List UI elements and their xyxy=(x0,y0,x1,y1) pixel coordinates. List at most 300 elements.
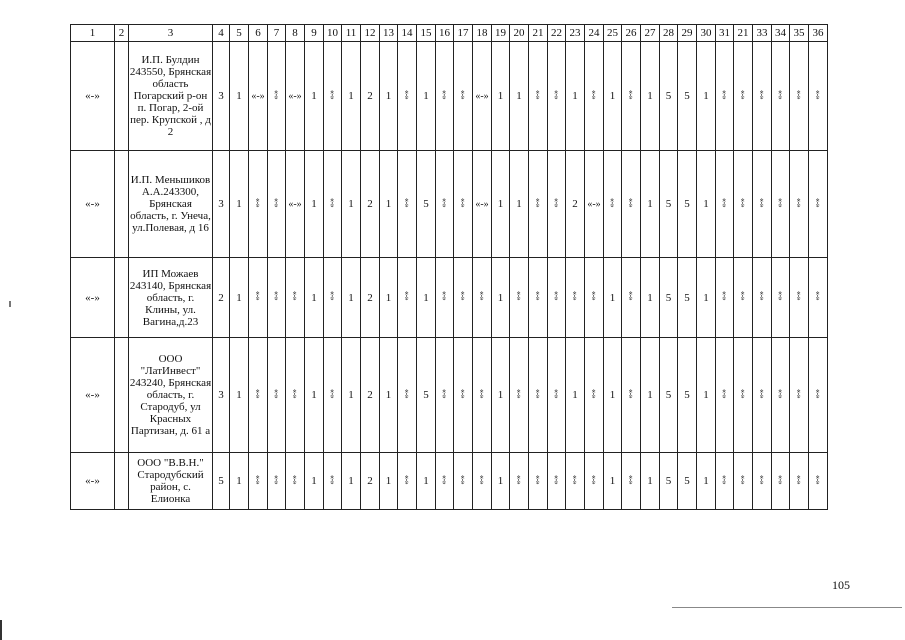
data-cell xyxy=(380,258,398,338)
data-cell xyxy=(772,338,790,453)
cell-value: «-» xyxy=(757,89,767,100)
data-cell xyxy=(342,453,361,510)
data-cell xyxy=(529,42,548,151)
column-number-header: 26 xyxy=(622,25,641,42)
data-cell xyxy=(436,338,454,453)
column-number-header: 9 xyxy=(305,25,324,42)
cell-value: 1 xyxy=(385,291,392,304)
cell-value: 2 xyxy=(367,389,373,401)
cell-value: 1 xyxy=(497,90,504,102)
data-cell xyxy=(641,42,660,151)
data-cell xyxy=(548,453,566,510)
cell-value: 1 xyxy=(348,291,354,304)
data-cell xyxy=(641,338,660,453)
data-cell xyxy=(660,151,678,258)
cell-value: «-» xyxy=(794,291,804,301)
data-cell xyxy=(697,453,716,510)
row-empty-cell xyxy=(115,42,129,151)
data-cell xyxy=(678,151,697,258)
data-cell xyxy=(566,338,585,453)
data-cell xyxy=(213,151,230,258)
cell-value: 1 xyxy=(348,389,354,401)
data-cell xyxy=(510,453,529,510)
organization-address: И.П. Меньшиков А.А.243300, Брянская область, г. Унеча, ул.Полевая, д 16 xyxy=(129,151,213,258)
cell-value: 1 xyxy=(311,90,317,102)
column-number-header: 20 xyxy=(510,25,529,42)
column-number-header: 12 xyxy=(361,25,380,42)
row-marker: «-» xyxy=(71,151,115,258)
cell-value: 3 xyxy=(218,198,224,210)
cell-value: 1 xyxy=(348,475,354,487)
data-cell xyxy=(790,338,809,453)
organization-address: И.П. Булдин 243550, Брянская область Погарский р-он п. Погар, 2-ой пер. Крупской , д 2 xyxy=(129,42,213,151)
cell-value: «-» xyxy=(738,89,748,100)
cell-value: «-» xyxy=(776,388,785,399)
cell-value: 1 xyxy=(572,90,578,102)
data-cell xyxy=(510,42,529,151)
cell-value: «-» xyxy=(272,89,281,100)
data-cell xyxy=(268,453,286,510)
data-cell xyxy=(492,258,510,338)
cell-value: 3 xyxy=(218,389,224,401)
cell-value: 1 xyxy=(385,90,392,102)
cell-value: «-» xyxy=(738,474,748,485)
column-number-header: 17 xyxy=(454,25,473,42)
data-cell xyxy=(286,42,305,151)
data-cell xyxy=(398,258,417,338)
cell-value: «-» xyxy=(608,197,617,208)
data-cell xyxy=(324,453,342,510)
cell-value: «-» xyxy=(720,291,729,301)
row-empty-cell xyxy=(115,258,129,338)
cell-value: «-» xyxy=(514,474,524,485)
cell-value: «-» xyxy=(776,197,785,208)
cell-value: 5 xyxy=(684,291,690,304)
data-cell xyxy=(566,42,585,151)
cell-value: «-» xyxy=(570,291,580,301)
cell-value: «-» xyxy=(533,388,543,399)
data-cell xyxy=(772,453,790,510)
data-cell xyxy=(230,258,249,338)
cell-value: «-» xyxy=(328,197,337,208)
data-cell xyxy=(790,258,809,338)
cell-value: 2 xyxy=(367,475,373,487)
data-cell xyxy=(660,338,678,453)
cell-value: 1 xyxy=(703,90,709,102)
data-cell xyxy=(305,338,324,453)
data-cell xyxy=(790,453,809,510)
data-cell xyxy=(417,453,436,510)
cell-value: 2 xyxy=(367,291,373,304)
cell-value: «-» xyxy=(253,291,263,301)
row-empty-cell xyxy=(115,151,129,258)
scan-edge-mark xyxy=(0,620,2,640)
data-cell xyxy=(697,258,716,338)
cell-value: «-» xyxy=(272,474,281,485)
column-number-header: 11 xyxy=(342,25,361,42)
cell-value: «-» xyxy=(288,199,302,210)
cell-value: 1 xyxy=(236,389,242,401)
column-number-header: 30 xyxy=(697,25,716,42)
cell-value: «-» xyxy=(402,197,412,208)
cell-value: 5 xyxy=(684,475,690,487)
column-number-header: 8 xyxy=(286,25,305,42)
data-cell xyxy=(268,338,286,453)
cell-value: «-» xyxy=(402,388,412,399)
data-cell xyxy=(454,338,473,453)
data-cell xyxy=(734,258,753,338)
cell-value: «-» xyxy=(794,388,804,399)
cell-value: 1 xyxy=(647,291,653,304)
data-cell xyxy=(772,258,790,338)
cell-value: «-» xyxy=(552,388,561,399)
cell-value: 1 xyxy=(647,389,653,401)
data-cell xyxy=(809,151,828,258)
data-cell xyxy=(753,338,772,453)
cell-value: 5 xyxy=(665,90,672,102)
data-cell xyxy=(790,42,809,151)
data-cell xyxy=(398,42,417,151)
data-cell xyxy=(678,338,697,453)
cell-value: 5 xyxy=(684,389,690,401)
data-cell xyxy=(548,42,566,151)
cell-value: «-» xyxy=(720,89,729,100)
column-number-header: 13 xyxy=(380,25,398,42)
data-cell xyxy=(809,258,828,338)
cell-value: 3 xyxy=(218,90,224,102)
cell-value: 5 xyxy=(665,291,672,304)
cell-value: «-» xyxy=(514,388,524,399)
data-cell xyxy=(529,338,548,453)
cell-value: «-» xyxy=(440,474,449,485)
column-number-header: 22 xyxy=(548,25,566,42)
row-marker: «-» xyxy=(71,338,115,453)
data-cell xyxy=(342,338,361,453)
cell-value: «-» xyxy=(626,388,636,399)
page-number: 105 xyxy=(832,578,850,592)
data-cell xyxy=(529,151,548,258)
cell-value: «-» xyxy=(475,91,489,102)
data-cell xyxy=(604,338,622,453)
cell-value: 1 xyxy=(311,475,317,487)
column-number-header: 5 xyxy=(230,25,249,42)
cell-value: 1 xyxy=(516,90,522,102)
data-cell xyxy=(660,453,678,510)
cell-value: 2 xyxy=(367,90,373,102)
data-cell xyxy=(361,42,380,151)
cell-value: «-» xyxy=(251,91,265,102)
cell-value: «-» xyxy=(272,388,281,399)
data-cell xyxy=(473,151,492,258)
cell-value: «-» xyxy=(813,89,823,100)
data-cell xyxy=(604,42,622,151)
cell-value: 1 xyxy=(572,389,578,401)
row-empty-cell xyxy=(115,453,129,510)
data-cell xyxy=(716,151,734,258)
column-number-header: 1 xyxy=(71,25,115,42)
data-cell xyxy=(305,453,324,510)
data-cell xyxy=(510,338,529,453)
data-cell xyxy=(566,453,585,510)
cell-value: «-» xyxy=(328,474,337,485)
cell-value: 1 xyxy=(236,475,242,487)
cell-value: 1 xyxy=(385,475,392,487)
cell-value: «-» xyxy=(738,388,748,399)
data-cell xyxy=(213,258,230,338)
data-cell xyxy=(604,453,622,510)
data-cell xyxy=(753,151,772,258)
cell-value: «-» xyxy=(477,474,487,485)
cell-value: «-» xyxy=(720,474,729,485)
data-cell xyxy=(585,151,604,258)
cell-value: 1 xyxy=(236,291,242,304)
cell-value: «-» xyxy=(757,388,767,399)
data-cell xyxy=(492,42,510,151)
cell-value: «-» xyxy=(290,474,300,485)
cell-value: «-» xyxy=(328,388,337,399)
data-cell xyxy=(716,258,734,338)
data-cell xyxy=(716,453,734,510)
cell-value: 1 xyxy=(236,198,242,210)
cell-value: 1 xyxy=(609,389,616,401)
data-cell xyxy=(529,453,548,510)
cell-value: «-» xyxy=(402,89,412,100)
cell-value: 5 xyxy=(665,475,672,487)
data-cell xyxy=(342,42,361,151)
cell-value: «-» xyxy=(720,388,729,399)
cell-value: «-» xyxy=(813,197,823,208)
column-number-header: 25 xyxy=(604,25,622,42)
table-row xyxy=(71,258,828,338)
cell-value: 1 xyxy=(311,291,317,304)
cell-value: «-» xyxy=(458,388,468,399)
cell-value: «-» xyxy=(552,89,561,100)
data-cell xyxy=(268,151,286,258)
data-cell xyxy=(734,151,753,258)
header-row xyxy=(71,25,828,42)
column-number-header: 24 xyxy=(585,25,604,42)
data-cell xyxy=(398,338,417,453)
cell-value: 1 xyxy=(385,198,392,210)
cell-value: 2 xyxy=(367,198,373,210)
data-cell xyxy=(622,151,641,258)
organization-address: ИП Можаев 243140, Брянская область, г. Клины, ул. Вагина,д.23 xyxy=(129,258,213,338)
cell-value: «-» xyxy=(290,291,300,301)
data-cell xyxy=(249,151,268,258)
data-cell xyxy=(697,338,716,453)
data-cell xyxy=(230,338,249,453)
cell-value: «-» xyxy=(477,291,487,301)
cell-value: «-» xyxy=(626,291,636,301)
cell-value: «-» xyxy=(794,474,804,485)
cell-value: 1 xyxy=(703,475,709,487)
footer-rule xyxy=(672,607,902,608)
data-cell xyxy=(249,453,268,510)
column-number-header: 19 xyxy=(492,25,510,42)
data-cell xyxy=(286,338,305,453)
data-cell xyxy=(753,453,772,510)
cell-value: «-» xyxy=(776,89,785,100)
data-cell xyxy=(734,42,753,151)
data-cell xyxy=(492,338,510,453)
cell-value: 5 xyxy=(665,389,672,401)
data-cell xyxy=(604,151,622,258)
data-cell xyxy=(324,338,342,453)
registry-table xyxy=(70,24,828,510)
cell-value: 1 xyxy=(647,198,653,210)
data-cell xyxy=(361,338,380,453)
data-cell xyxy=(622,258,641,338)
data-cell xyxy=(454,453,473,510)
column-number-header: 16 xyxy=(436,25,454,42)
cell-value: 1 xyxy=(497,291,504,304)
data-cell xyxy=(790,151,809,258)
organization-address: ООО "ЛатИнвест" 243240, Брянская область, г. Стародуб, ул Красных Партизан, д. 61 а xyxy=(129,338,213,453)
data-cell xyxy=(417,42,436,151)
cell-value: 1 xyxy=(609,475,616,487)
cell-value: «-» xyxy=(458,89,468,100)
data-cell xyxy=(436,258,454,338)
cell-value: «-» xyxy=(440,388,449,399)
cell-value: 1 xyxy=(647,475,653,487)
column-number-header: 33 xyxy=(753,25,772,42)
data-cell xyxy=(286,151,305,258)
cell-value: «-» xyxy=(720,197,729,208)
cell-value: 1 xyxy=(497,475,504,487)
data-cell xyxy=(548,258,566,338)
column-number-header: 36 xyxy=(809,25,828,42)
cell-value: «-» xyxy=(552,197,561,208)
column-number-header: 3 xyxy=(129,25,213,42)
cell-value: 1 xyxy=(348,90,354,102)
cell-value: «-» xyxy=(328,89,337,100)
data-cell xyxy=(622,453,641,510)
data-cell xyxy=(398,453,417,510)
cell-value: «-» xyxy=(813,474,823,485)
cell-value: «-» xyxy=(794,197,804,208)
data-cell xyxy=(492,453,510,510)
data-cell xyxy=(548,338,566,453)
cell-value: 1 xyxy=(703,389,709,401)
data-cell xyxy=(249,42,268,151)
column-number-header: 34 xyxy=(772,25,790,42)
data-cell xyxy=(230,151,249,258)
table-row xyxy=(71,453,828,510)
data-cell xyxy=(454,151,473,258)
cell-value: «-» xyxy=(738,291,748,301)
row-marker: «-» xyxy=(71,453,115,510)
cell-value: «-» xyxy=(757,197,767,208)
column-number-header: 10 xyxy=(324,25,342,42)
data-cell xyxy=(678,453,697,510)
data-cell xyxy=(622,42,641,151)
row-marker: «-» xyxy=(71,42,115,151)
data-cell xyxy=(585,338,604,453)
cell-value: «-» xyxy=(402,474,412,485)
column-number-header: 4 xyxy=(213,25,230,42)
data-cell xyxy=(772,151,790,258)
data-cell xyxy=(678,258,697,338)
cell-value: 1 xyxy=(423,90,429,102)
cell-value: 1 xyxy=(236,90,242,102)
cell-value: 5 xyxy=(423,198,429,210)
column-number-header: 2 xyxy=(115,25,129,42)
cell-value: «-» xyxy=(570,474,580,485)
data-cell xyxy=(342,258,361,338)
cell-value: 1 xyxy=(647,90,653,102)
data-cell xyxy=(213,338,230,453)
cell-value: «-» xyxy=(626,197,636,208)
data-cell xyxy=(641,258,660,338)
cell-value: «-» xyxy=(475,199,489,210)
cell-value: «-» xyxy=(757,291,767,301)
cell-value: «-» xyxy=(402,291,412,301)
data-cell xyxy=(473,453,492,510)
data-cell xyxy=(734,338,753,453)
cell-value: 5 xyxy=(684,198,690,210)
column-number-header: 6 xyxy=(249,25,268,42)
data-cell xyxy=(213,42,230,151)
cell-value: «-» xyxy=(589,388,599,399)
data-cell xyxy=(473,338,492,453)
data-cell xyxy=(436,151,454,258)
row-empty-cell xyxy=(115,338,129,453)
data-cell xyxy=(697,42,716,151)
data-cell xyxy=(492,151,510,258)
cell-value: «-» xyxy=(288,91,302,102)
data-cell xyxy=(585,258,604,338)
cell-value: «-» xyxy=(757,474,767,485)
cell-value: 1 xyxy=(516,198,522,210)
data-cell xyxy=(249,258,268,338)
cell-value: «-» xyxy=(552,474,561,485)
data-cell xyxy=(249,338,268,453)
cell-value: 1 xyxy=(311,389,317,401)
data-cell xyxy=(268,42,286,151)
cell-value: 5 xyxy=(423,389,429,401)
data-cell xyxy=(473,258,492,338)
data-cell xyxy=(809,453,828,510)
column-number-header: 35 xyxy=(790,25,809,42)
data-cell xyxy=(230,453,249,510)
data-cell xyxy=(716,338,734,453)
cell-value: «-» xyxy=(440,197,449,208)
cell-value: 1 xyxy=(609,90,616,102)
data-cell xyxy=(324,42,342,151)
cell-value: 1 xyxy=(423,475,429,487)
data-cell xyxy=(380,453,398,510)
data-cell xyxy=(585,453,604,510)
data-cell xyxy=(660,258,678,338)
cell-value: «-» xyxy=(458,291,468,301)
data-cell xyxy=(510,151,529,258)
data-cell xyxy=(529,258,548,338)
data-cell xyxy=(305,42,324,151)
data-cell xyxy=(548,151,566,258)
data-cell xyxy=(454,42,473,151)
data-cell xyxy=(324,258,342,338)
data-cell xyxy=(417,151,436,258)
column-number-header: 18 xyxy=(473,25,492,42)
table-row xyxy=(71,338,828,453)
cell-value: «-» xyxy=(253,474,263,485)
data-cell xyxy=(268,258,286,338)
data-cell xyxy=(809,338,828,453)
cell-value: «-» xyxy=(440,89,449,100)
data-cell xyxy=(753,42,772,151)
data-cell xyxy=(230,42,249,151)
data-cell xyxy=(809,42,828,151)
